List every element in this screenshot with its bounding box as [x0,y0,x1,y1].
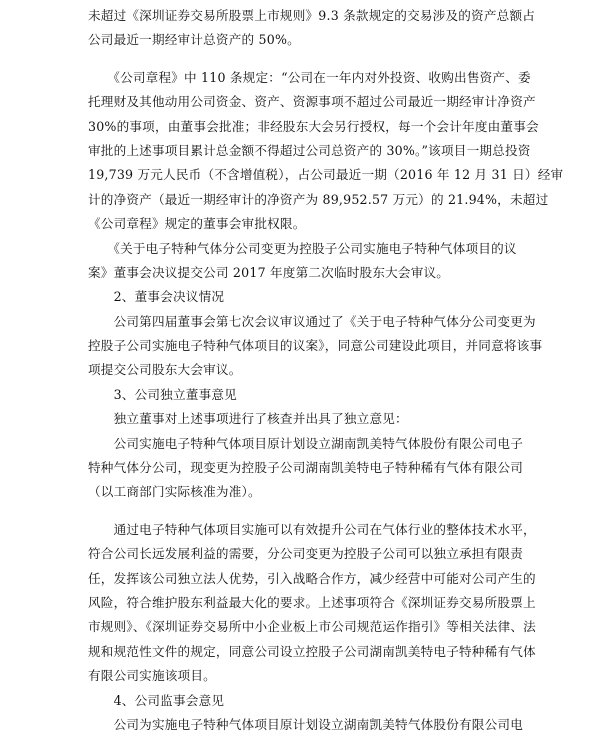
text-line: 通过电子特种气体项目实施可以有效提升公司在气体行业的整体技术水平， [88,521,536,537]
text-line: 公司第四届董事会第七次会议审议通过了《关于电子特种气体分公司变更为 [88,313,536,329]
text-line: 托理财及其他动用公司资金、资产、资源事项不超过公司最近一期经审计净资产 [88,94,536,110]
text-line: 公司最近一期经审计总资产的 50%。 [88,32,300,48]
section-heading: 2、董事会决议情况 [88,289,225,305]
text-line: 控股子公司实施电子特种气体项目的议案》，同意公司建设此项目，并同意将该事 [88,338,543,354]
text-line: 有限公司实施该项目。 [88,668,216,684]
text-line: 风险，符合维护股东利益最大化的要求。上述事项符合《深圳证券交易所股票上 [88,594,536,610]
text-line: 审批的上述事项目累计总金额不得超过公司总资产的 30%。”该项目一期总投资 [88,142,531,158]
text-line: 30%的事项，由董事会批准；非经股东大会另行授权，每一个会计年度由董事会 [88,118,539,134]
text-line: （以工商部门实际核准为准）。 [88,484,261,500]
paragraph-gap [88,505,508,518]
section-heading: 3、公司独立董事意见 [88,386,237,402]
text-line: 市规则》、《深圳证券交易所中小企业板上市公司规范运作指引》等相关法律、法 [88,619,536,635]
text-line: 符合公司长远发展利益的需要，分公司变更为控股子公司可以独立承担有限责 [88,546,523,562]
text-line: 19,739 万元人民币（不含增值税），占公司最近一期（2016 年 12 月 31 日）经审 [88,167,564,183]
document-page [88,0,564,737]
text-line: 未超过《深圳证券交易所股票上市规则》9.3 条款规定的交易涉及的资产总额占 [88,8,536,23]
text-line: 《公司章程》规定的董事会审批权限。 [88,216,306,232]
text-line: 《公司章程》中 110 条规定：“公司在一年内对外投资、收购出售资产、委 [88,69,531,85]
text-line: 《关于电子特种气体分公司变更为控股子公司实施电子特种气体项目的议 [88,240,517,256]
text-line: 计的净资产（最近一期经审计的净资产为 89,952.57 万元）的 21.94%，未超过 [88,191,549,207]
text-line: 公司为实施电子特种气体项目原计划设立湖南凯美特气体股份有限公司电 [88,716,523,732]
text-line: 项提交公司股东大会审议。 [88,362,242,378]
text-line: 案》董事会决议提交公司 2017 年度第二次临时股东大会审议。 [88,264,450,280]
paragraph-gap [88,53,508,66]
section-heading: 4、公司监事会意见 [88,692,225,708]
text-line: 任，发挥该公司独立法人优势，引入战略合作方，减少经营中可能对公司产生的 [88,570,536,586]
text-line: 独立董事对上述事项进行了核查并出具了独立意见： [88,411,408,427]
text-line: 特种气体分公司，现变更为控股子公司湖南凯美特电子特种稀有气体有限公司 [88,460,523,476]
text-line: 公司实施电子特种气体项目原计划设立湖南凯美特气体股份有限公司电子 [88,435,523,451]
text-line: 规和规范性文件的规定，同意公司设立控股子公司湖南凯美特电子特种稀有气体 [88,643,536,659]
